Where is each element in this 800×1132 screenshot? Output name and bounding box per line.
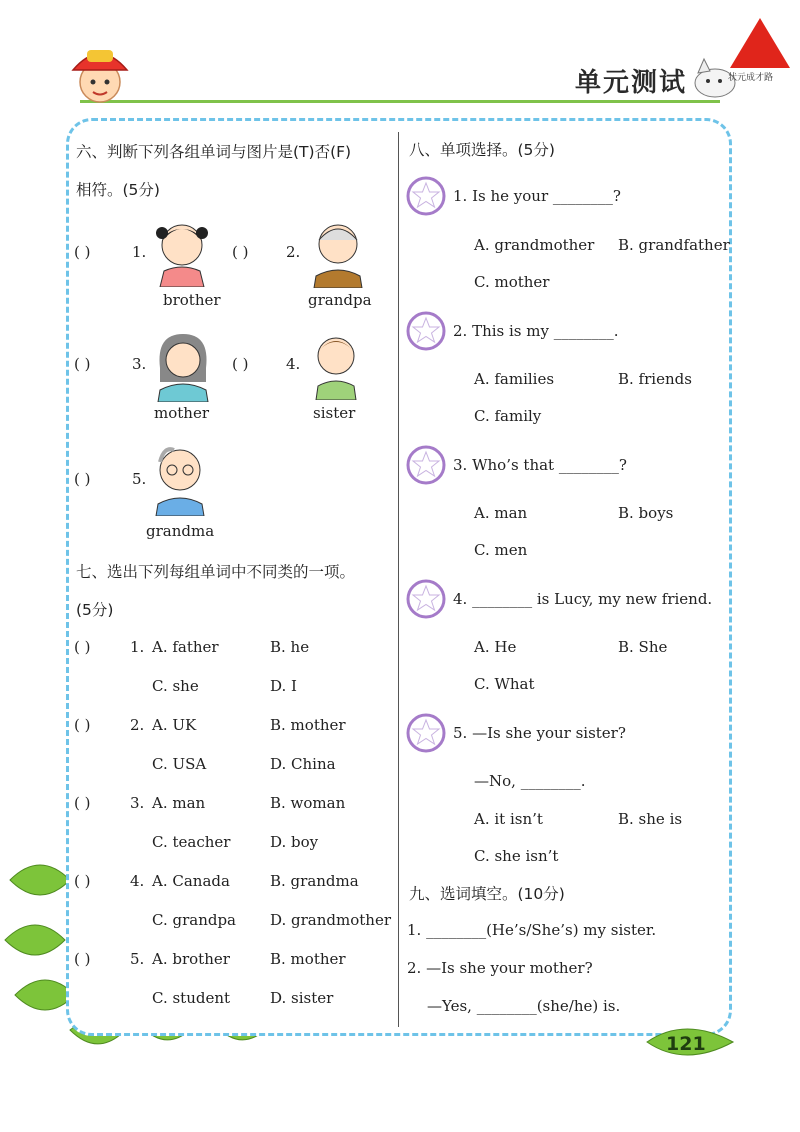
mascot-illustration <box>55 40 145 110</box>
option-d: D. sister <box>270 989 334 1007</box>
option-c: C. teacher <box>152 833 231 851</box>
option-a: A. father <box>152 638 219 656</box>
answer-paren[interactable]: ( ) <box>74 355 91 373</box>
answer-star-icon[interactable] <box>406 176 446 216</box>
option-a: A. He <box>474 638 517 656</box>
word-label: grandpa <box>308 291 372 309</box>
option-b: B. grandfather <box>618 236 730 254</box>
option-c: C. men <box>474 541 528 559</box>
option-a: A. brother <box>152 950 230 968</box>
option-b: B. grandma <box>270 872 359 890</box>
option-c: C. family <box>474 407 542 425</box>
question-text: 2. This is my ________. <box>453 322 619 340</box>
option-c: C. she <box>152 677 199 695</box>
section9-title: 九、选词填空。(10分) <box>409 885 565 903</box>
option-b: B. woman <box>270 794 346 812</box>
section6-title-cont: 相符。(5分) <box>76 181 160 199</box>
option-d: D. boy <box>270 833 319 851</box>
option-c: C. grandpa <box>152 911 237 929</box>
option-a: A. UK <box>152 716 197 734</box>
option-d: D. China <box>270 755 336 773</box>
section7-title: 七、选出下列每组单词中不同类的一项。 <box>76 563 356 581</box>
option-b: B. mother <box>270 716 346 734</box>
item-number: 1. <box>130 638 145 656</box>
option-a: A. man <box>474 504 528 522</box>
item-number: 3. <box>130 794 145 812</box>
answer-star-icon[interactable] <box>406 713 446 753</box>
option-c: C. What <box>474 675 535 693</box>
answer-paren[interactable]: ( ) <box>74 794 91 812</box>
item-number: 1. <box>132 243 147 261</box>
option-c: C. mother <box>474 273 550 291</box>
word-label: brother <box>163 291 221 309</box>
answer-paren[interactable]: ( ) <box>74 950 91 968</box>
item-number: 2. <box>130 716 145 734</box>
option-b: B. he <box>270 638 310 656</box>
answer-paren[interactable]: ( ) <box>232 355 249 373</box>
word-label: mother <box>154 404 209 422</box>
word-label: grandma <box>146 522 215 540</box>
question-text-cont: —No, ________. <box>474 772 586 790</box>
option-b: B. mother <box>270 950 346 968</box>
option-b: B. She <box>618 638 668 656</box>
option-b: B. friends <box>618 370 692 388</box>
item-number: 5. <box>130 950 145 968</box>
answer-paren[interactable]: ( ) <box>74 243 91 261</box>
grandpa-picture <box>306 214 370 288</box>
option-c: C. student <box>152 989 231 1007</box>
fill-blank-item: 1. ________(He’s/She’s) my sister. <box>407 921 657 939</box>
option-c: C. she isn’t <box>474 847 559 865</box>
answer-paren[interactable]: ( ) <box>74 872 91 890</box>
option-a: A. it isn’t <box>474 810 543 828</box>
brand-name: 状元成才路 <box>728 73 774 83</box>
answer-star-icon[interactable] <box>406 445 446 485</box>
column-divider <box>398 132 399 1027</box>
item-number: 5. <box>132 470 147 488</box>
item-number: 4. <box>130 872 145 890</box>
option-d: D. grandmother <box>270 911 391 929</box>
section6-title: 六、判断下列各组单词与图片是(T)否(F) <box>76 143 352 161</box>
option-a: A. grandmother <box>474 236 595 254</box>
answer-star-icon[interactable] <box>406 311 446 351</box>
answer-star-icon[interactable] <box>406 579 446 619</box>
question-text: 5. —Is she your sister? <box>453 724 626 742</box>
fill-blank-item: 2. —Is she your mother? <box>407 959 593 977</box>
option-a: A. families <box>474 370 555 388</box>
grandma-picture <box>148 440 212 516</box>
option-a: A. Canada <box>152 872 230 890</box>
option-c: C. USA <box>152 755 207 773</box>
item-number: 2. <box>286 243 301 261</box>
fill-blank-item: —Yes, ________(she/he) is. <box>427 997 621 1015</box>
section8-title: 八、单项选择。(5分) <box>409 141 555 159</box>
question-text: 3. Who’s that ________? <box>453 456 627 474</box>
option-d: D. I <box>270 677 297 695</box>
mother-picture <box>150 328 216 402</box>
answer-paren[interactable]: ( ) <box>74 638 91 656</box>
answer-paren[interactable]: ( ) <box>74 470 91 488</box>
option-a: A. man <box>152 794 206 812</box>
brand-logo-icon <box>730 18 790 68</box>
item-number: 4. <box>286 355 301 373</box>
option-b: B. she is <box>618 810 683 828</box>
answer-paren[interactable]: ( ) <box>232 243 249 261</box>
word-label: sister <box>313 404 356 422</box>
page-number: 121 <box>666 1033 706 1055</box>
section7-title-cont: (5分) <box>76 601 114 619</box>
question-text: 1. Is he your ________? <box>453 187 621 205</box>
question-text: 4. ________ is Lucy, my new friend. <box>453 590 713 608</box>
option-b: B. boys <box>618 504 674 522</box>
girl-picture <box>150 215 214 287</box>
answer-paren[interactable]: ( ) <box>74 716 91 734</box>
unit-test-title: 单元测试 <box>575 68 688 98</box>
header-rule <box>80 100 720 103</box>
item-number: 3. <box>132 355 147 373</box>
boy-picture <box>306 328 364 400</box>
